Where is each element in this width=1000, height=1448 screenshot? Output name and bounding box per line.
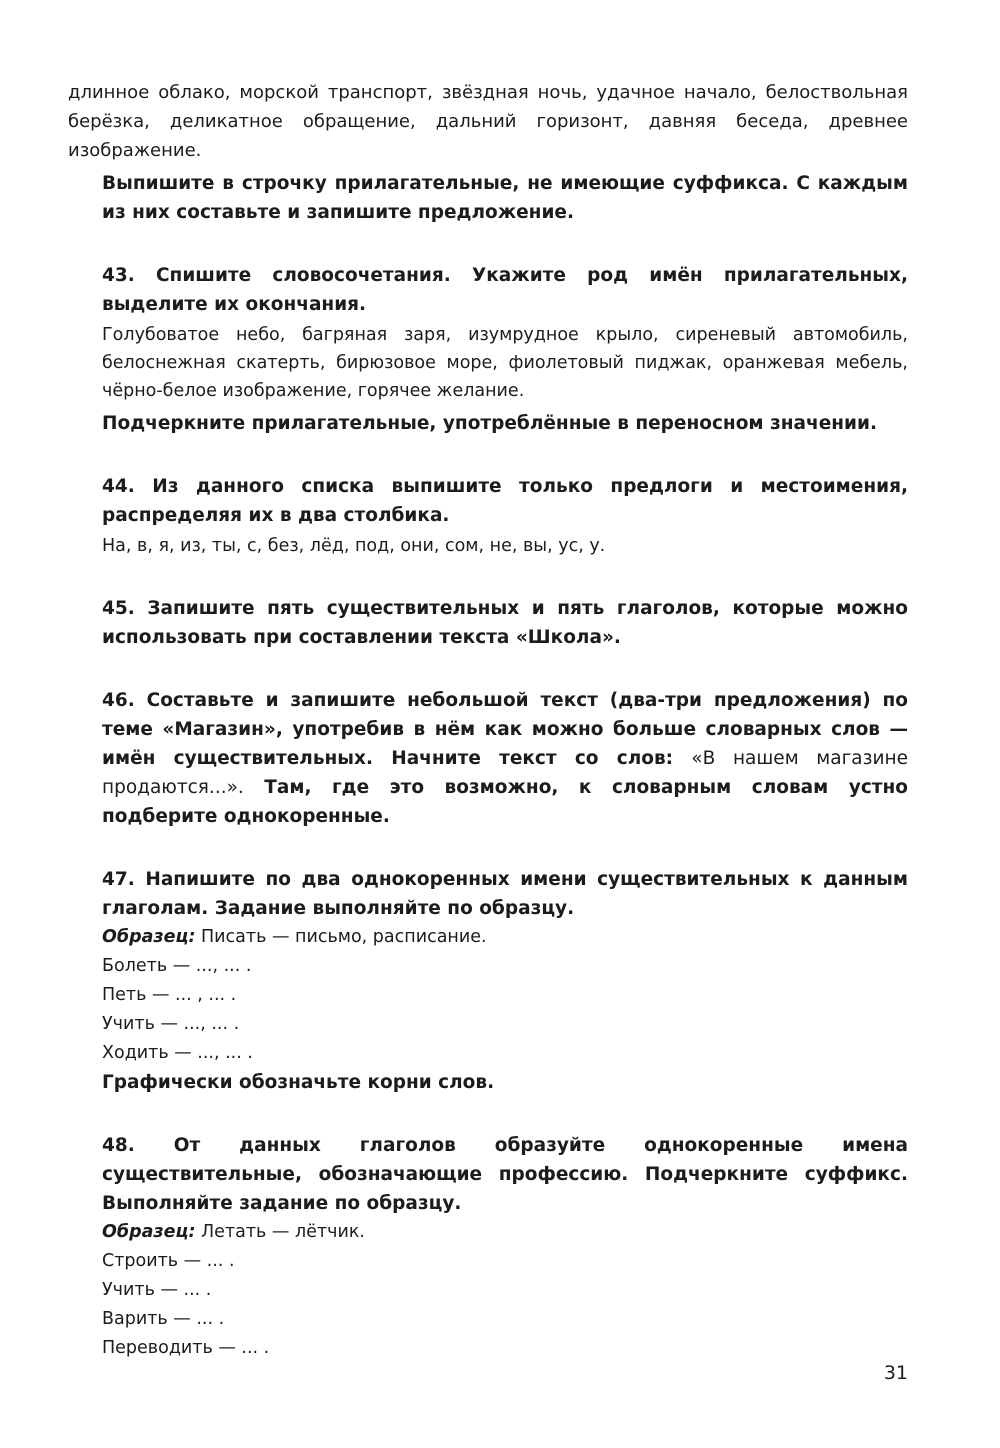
intro-instruction: Выпишите в строчку прилагательные, не имеющие суффикса. С каждым из них составьте и запишите предложение. [102,173,908,223]
task-47-line-1: Болеть — ..., ... . [102,956,252,976]
page-content [68,78,908,1363]
task-46-quote: «В нашем магазине продаются...». [102,748,908,798]
task-48-example-label: Образец: [102,1222,196,1242]
intro-word-list: длинное облако, морской транспорт, звёздная ночь, удачное начало, белоствольная берёзка, деликатное обращение, дальний горизонт, давняя беседа, древнее изображение. [68,82,908,161]
task-48-line-2: Учить — ... . [102,1280,212,1300]
task-47-instruction: Графически обозначьте корни слов. [102,1072,495,1093]
task-47-line-4: Ходить — ..., ... . [102,1043,253,1063]
task-48-example-text: Летать — лётчик. [195,1222,365,1242]
task-43-instruction: Подчеркните прилагательные, употреблённые в переносном значении. [102,413,877,434]
task-47-example-text: Писать — письмо, расписание. [195,927,487,947]
task-47-line-2: Петь — ... , ... . [102,985,237,1005]
task-48-line-3: Варить — ... . [102,1309,225,1329]
task-47-title: 47. Напишите по два однокоренных имени существительных к данным глаголам. Задание выполняйте по образцу. [102,869,908,919]
task-44-word-list: На, в, я, из, ты, с, без, лёд, под, они, сом, не, вы, ус, у. [102,536,606,556]
task-48-line-1: Строить — ... . [102,1251,235,1271]
task-46-part-1: 46. Составьте и запишите небольшой текст (два-три предложения) по теме «Магазин», употребив в нём как можно больше словарных слов — имён существительных. Начните текст со слов: [102,690,908,769]
page-number: 31 [883,1362,908,1384]
task-48-title: 48. От данных глаголов образуйте однокоренные имена существительные, обозначающие профессию. Подчеркните суффикс. Выполняйте задание по образцу. [102,1135,908,1214]
task-44-title: 44. Из данного списка выпишите только предлоги и местоимения, распределяя их в два столбика. [102,476,908,526]
task-47-line-3: Учить — ..., ... . [102,1014,240,1034]
task-48-example [68,1218,908,1247]
task-45-title: 45. Запишите пять существительных и пять глаголов, которые можно использовать при составлении текста «Школа». [102,598,908,648]
task-43-title: 43. Спишите словосочетания. Укажите род имён прилагательных, выделите их окончания. [102,265,908,315]
task-48-line-4: Переводить — ... . [102,1338,270,1358]
task-46-text [68,686,908,831]
task-46-part-2: Там, где это возможно, к словарным словам устно подберите однокоренные. [102,777,908,827]
task-43-word-list: Голубоватое небо, багряная заря, изумрудное крыло, сиреневый автомобиль, белоснежная скатерть, бирюзовое море, фиолетовый пиджак, оранжевая мебель, чёрно-белое изображение, горячее желание. [102,325,908,401]
task-47-example-label: Образец: [102,927,196,947]
task-47-example [68,923,908,952]
